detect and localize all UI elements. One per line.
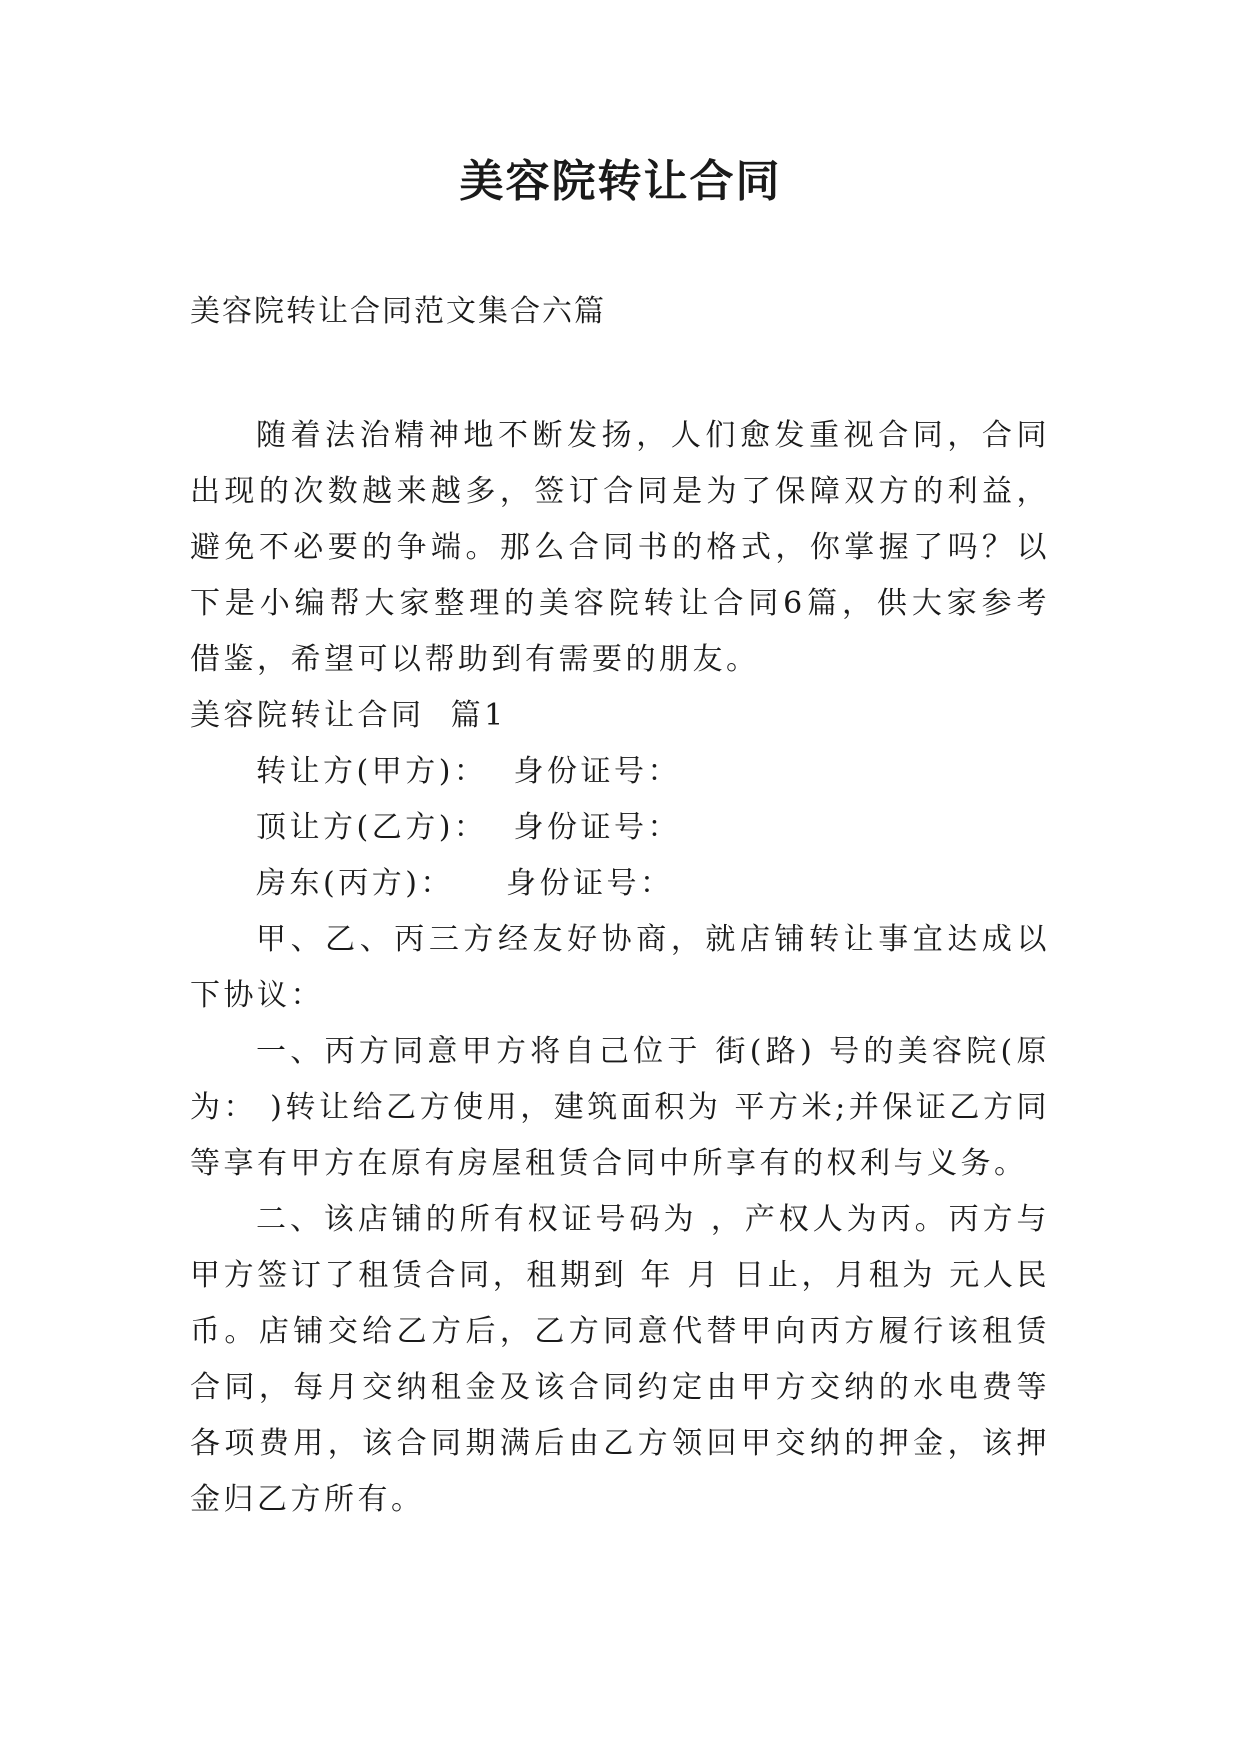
clause-2-paragraph: 二、该店铺的所有权证号码为 ，产权人为丙。丙方与甲方签订了租赁合同，租期到 年 月 日止，月租为 元人民币。店铺交给乙方后，乙方同意代替甲向丙方履行该租赁合同，每月交纳租金及该合同约定由甲方交纳的水电费等各项费用，该合同期满后由乙方领回甲交纳的押金，该押金归乙方所有。: [190, 1202, 1050, 1517]
party-c-line: 房东(丙方)： 身份证号：: [256, 866, 674, 901]
intro-paragraph: 随着法治精神地不断发扬，人们愈发重视合同，合同出现的次数越来越多，签订合同是为了保障双方的利益，避免不必要的争端。那么合同书的格式，你掌握了吗？以下是小编帮大家整理的美容院转让合同6篇，供大家参考借鉴，希望可以帮助到有需要的朋友。: [190, 418, 1050, 677]
document-title: 美容院转让合同: [459, 156, 782, 207]
agreement-intro-paragraph: 甲、乙、丙三方经友好协商，就店铺转让事宜达成以下协议：: [190, 922, 1050, 1013]
document-subtitle: 美容院转让合同范文集合六篇: [190, 294, 606, 329]
clause-1-paragraph: 一、丙方同意甲方将自己位于 街(路) 号的美容院(原为： )转让给乙方使用，建筑面积为 平方米;并保证乙方同等享有甲方在原有房屋租赁合同中所享有的权利与义务。: [190, 1034, 1050, 1181]
party-a-line: 转让方(甲方)： 身份证号：: [256, 754, 681, 789]
section-heading: 美容院转让合同 篇1: [190, 698, 507, 733]
party-b-line: 顶让方(乙方)： 身份证号：: [256, 810, 681, 845]
document-body: [190, 408, 1050, 1528]
